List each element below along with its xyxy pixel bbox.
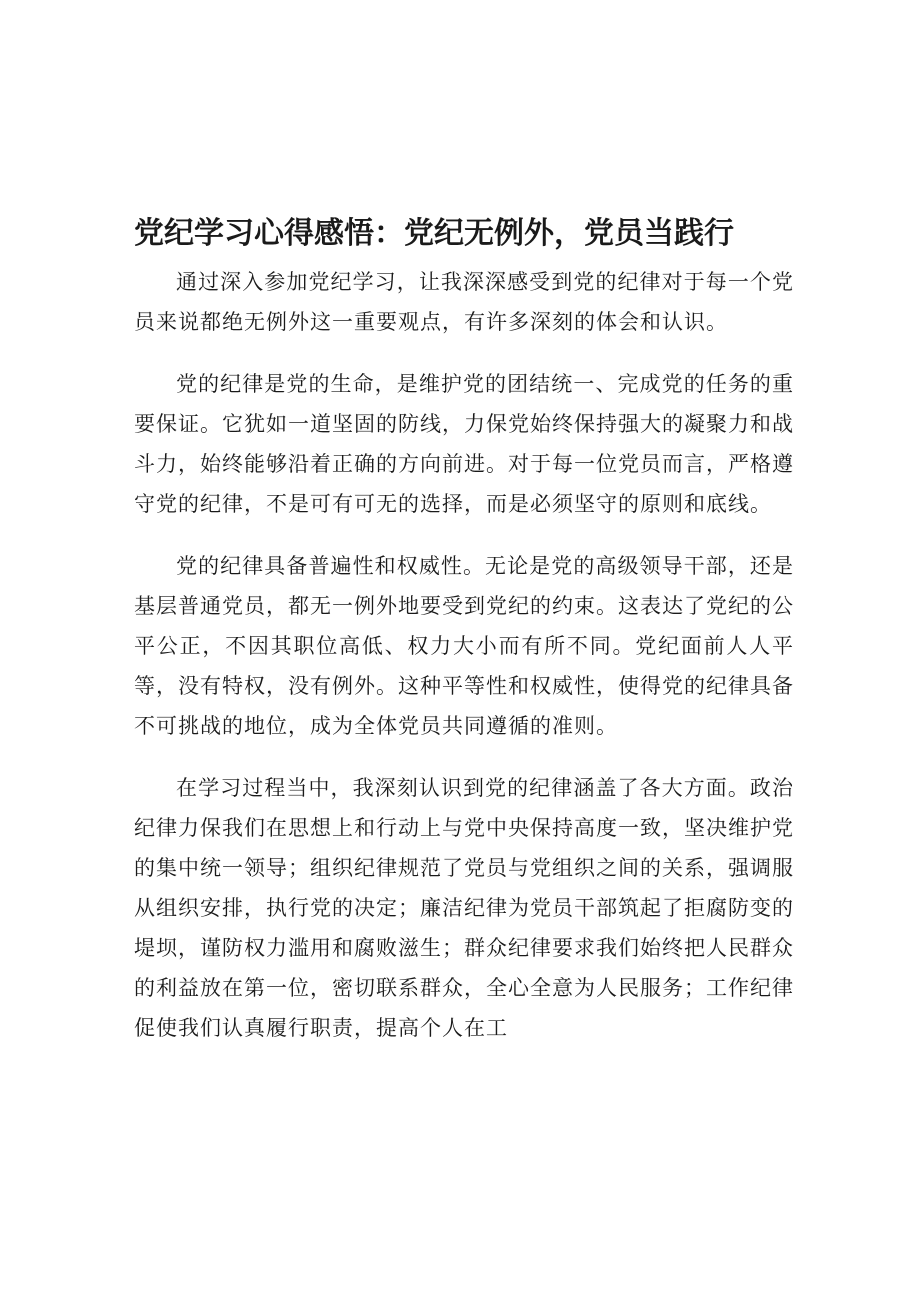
paragraph-2: 党的纪律是党的生命，是维护党的团结统一、完成党的任务的重要保证。它犹如一道坚固的防线，力保党始终保持强大的凝聚力和战斗力，始终能够沿着正确的方向前进。对于每一位党员而言，严格遵守党的纪律，不是可有可无的选择，而是必须坚守的原则和底线。 <box>134 372 794 516</box>
paragraph-3: 党的纪律具备普遍性和权威性。无论是党的高级领导干部，还是基层普通党员，都无一例外地要受到党纪的约束。这表达了党纪的公平公正，不因其职位高低、权力大小而有所不同。党纪面前人人平等，没有特权，没有例外。这种平等性和权威性，使得党的纪律具备不可挑战的地位，成为全体党员共同遵循的准则。 <box>134 554 794 738</box>
document-body <box>134 262 794 1070</box>
paragraph-1: 通过深入参加党纪学习，让我深深感受到党的纪律对于每一个党员来说都绝无例外这一重要观点，有许多深刻的体会和认识。 <box>134 270 794 334</box>
page-title: 党纪学习心得感悟：党纪无例外，党员当践行 <box>134 216 734 251</box>
paragraph-4: 在学习过程当中，我深刻认识到党的纪律涵盖了各大方面。政治纪律力保我们在思想上和行动上与党中央保持高度一致，坚决维护党的集中统一领导；组织纪律规范了党员与党组织之间的关系，强调服从组织安排，执行党的决定；廉洁纪律为党员干部筑起了拒腐防变的堤坝，谨防权力滥用和腐败滋生；群众纪律要求我们始终把人民群众的利益放在第一位，密切联系群众，全心全意为人民服务；工作纪律促使我们认真履行职责，提高个人在工 <box>134 776 794 1040</box>
